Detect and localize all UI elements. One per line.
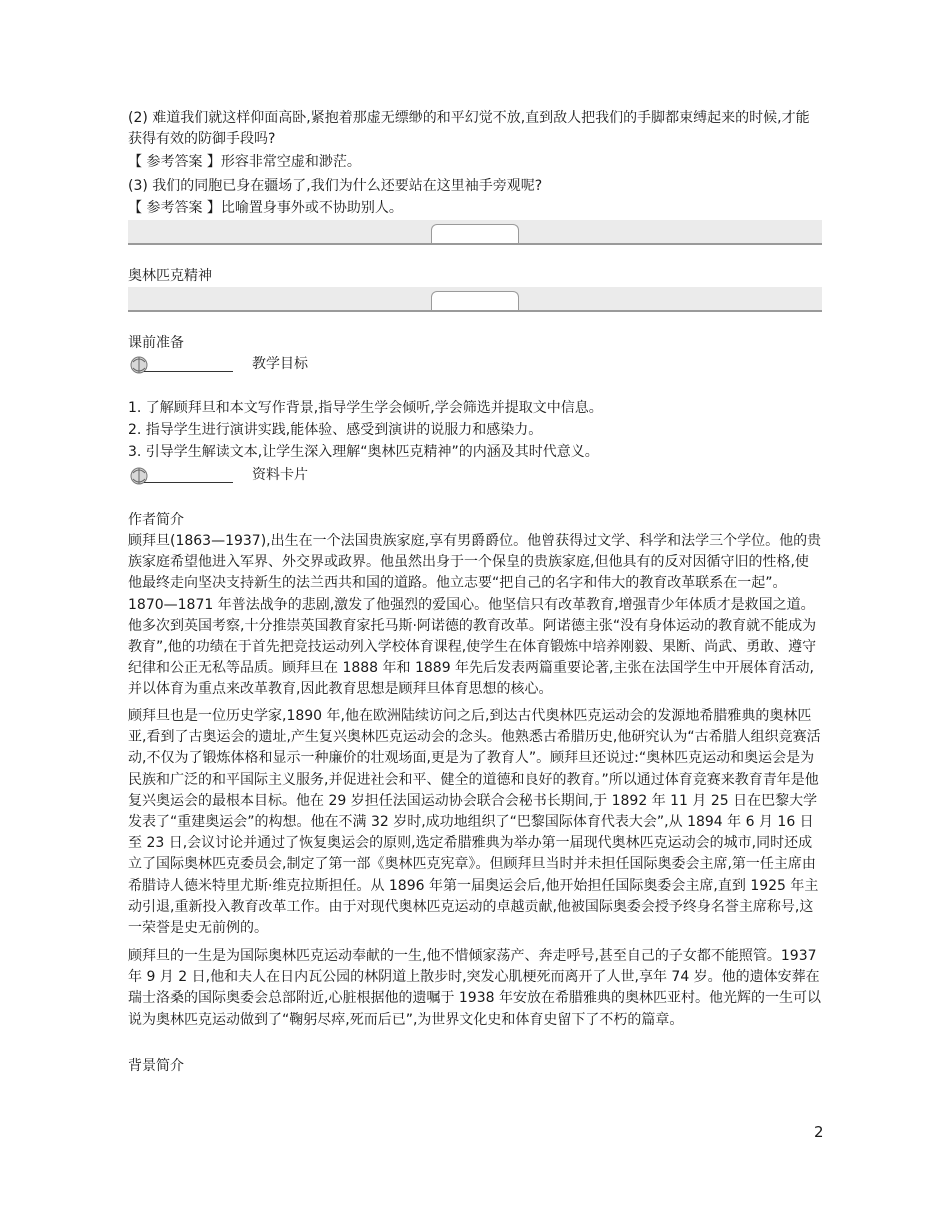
divider-line [128, 243, 822, 244]
resource-card-label: 资料卡片 [252, 467, 308, 483]
goal-3: 3. 引导学生解读文本,让学生深入理解“奥林匹克精神”的内涵及其时代意义。 [128, 444, 599, 460]
divider-tab [431, 224, 519, 243]
marker-underline [144, 482, 233, 483]
emblem-icon [128, 465, 150, 487]
question-2: (2) 难道我们就这样仰面高卧,紧抱着那虚无缥缈的和平幻觉不放,直到敌人把我们的手脚都束缚起来的时候,才能获得有效的防御手段吗? [128, 110, 810, 148]
author-heading: 作者简介 [128, 512, 184, 528]
marker-underline [144, 371, 233, 372]
divider-tab [431, 291, 519, 310]
page-number: 2 [814, 1123, 824, 1141]
answer-3: 【 参考答案 】比喻置身事外或不协助别人。 [128, 200, 403, 216]
goal-2: 2. 指导学生进行演讲实践,能体验、感受到演讲的说服力和感染力。 [128, 422, 543, 438]
author-paragraph-2: 顾拜旦也是一位历史学家,1890 年,他在欧洲陆续访问之后,到达古代奥林匹克运动会的发源地希腊雅典的奥林匹亚,看到了古奥运会的遗址,产生复兴奥林匹克运动会的念头。他熟悉古希腊历史,他研究认为“古希腊人组织竞赛活动,不仅为了锻炼体格和显示一种廉价的壮观场面,更是为了教育人”。顾拜旦还说过:“奥林匹克运动和奥运会是为民族和广泛的和平国际主义服务,并促进社会和平、健全的道德和良好的教育。”所以通过体育竞赛来教育青年是他复兴奥运会的最根本目标。他在 29 岁担任法国运动协会联合会秘书长期间,于 1892 年 11 月 25 日在巴黎大学发表了“重建奥运会”的构想。他在不满 32 岁时,成功地组织了“巴黎国际体育代表大会”,从 1894 年 6 月 16 日至 23 日,会议讨论并通过了恢复奥运会的原则,选定希腊雅典为举办第一届现代奥林匹克运动会的城市,同时还成立了国际奥林匹克委员会,制定了第一部《奥林匹克宪章》。但顾拜旦当时并未担任国际奥委会主席,第一任主席由希腊诗人德米特里尤斯·维克拉斯担任。从 1896 年第一届奥运会后,他开始担任国际奥委会主席,直到 1925 年主动引退,重新投入教育改革工作。由于对现代奥林匹克运动的卓越贡献,他被国际奥委会授予终身名誉主席称号,这一荣誉是史无前例的。 [128, 708, 821, 937]
background-heading: 背景简介 [128, 1058, 184, 1074]
author-paragraph-3: 顾拜旦的一生是为国际奥林匹克运动奉献的一生,他不惜倾家荡产、奔走呼号,甚至自己的子女都不能照管。1937 年 9 月 2 日,他和夫人在日内瓦公园的林阴道上散步时,突发心肌梗死而离开了人世,享年 74 岁。他的遗体安葬在瑞士洛桑的国际奥委会总部附近,心脏根据他的遗嘱于 1938 年安放在希腊雅典的奥林匹亚村。他光辉的一生可以说为奥林匹克运动做到了“鞠躬尽瘁,死而后已”,为世界文化史和体育史留下了不朽的篇章。 [128, 948, 821, 1028]
teaching-goals-label: 教学目标 [252, 356, 308, 372]
author-paragraph-1: 顾拜旦(1863—1937),出生在一个法国贵族家庭,享有男爵爵位。他曾获得过文学、科学和法学三个学位。他的贵族家庭希望他进入军界、外交界或政界。他虽然出身于一个保皇的贵族家庭,但他具有的反对因循守旧的性格,使他最终走向坚决支持新生的法兰西共和国的道路。他立志要“把自己的名字和伟大的教育改革联系在一起”。1870—1871 年普法战争的悲剧,激发了他强烈的爱国心。他坚信只有改革教育,增强青少年体质才是救国之道。他多次到英国考察,十分推崇英国教育家托马斯·阿诺德的教育改革。阿诺德主张“没有身体运动的教育就不能成为教育”,他的功绩在于首先把竞技运动列入学校体育课程,使学生在体育锻炼中培养刚毅、果断、尚武、勇敢、遵守纪律和公正无私等品质。顾拜旦在 1888 年和 1889 年先后发表两篇重要论著,主张在法国学生中开展体育活动,并以体育为重点来改革教育,因此教育思想是顾拜旦体育思想的核心。 [128, 533, 822, 698]
goal-1: 1. 了解顾拜旦和本文写作背景,指导学生学会倾听,学会筛选并提取文中信息。 [128, 400, 603, 416]
divider-line [128, 310, 822, 311]
resource-card-marker [128, 465, 728, 487]
teaching-goals-marker [128, 354, 728, 376]
answer-2: 【 参考答案 】形容非常空虚和渺茫。 [128, 154, 361, 170]
emblem-icon [128, 354, 150, 376]
section-divider-2 [128, 287, 822, 312]
question-3: (3) 我们的同胞已身在疆场了,我们为什么还要站在这里袖手旁观呢? [128, 178, 543, 194]
section-prep-heading: 课前准备 [128, 335, 184, 351]
lesson-title: 奥林匹克精神 [128, 268, 212, 284]
section-divider-1 [128, 220, 822, 245]
